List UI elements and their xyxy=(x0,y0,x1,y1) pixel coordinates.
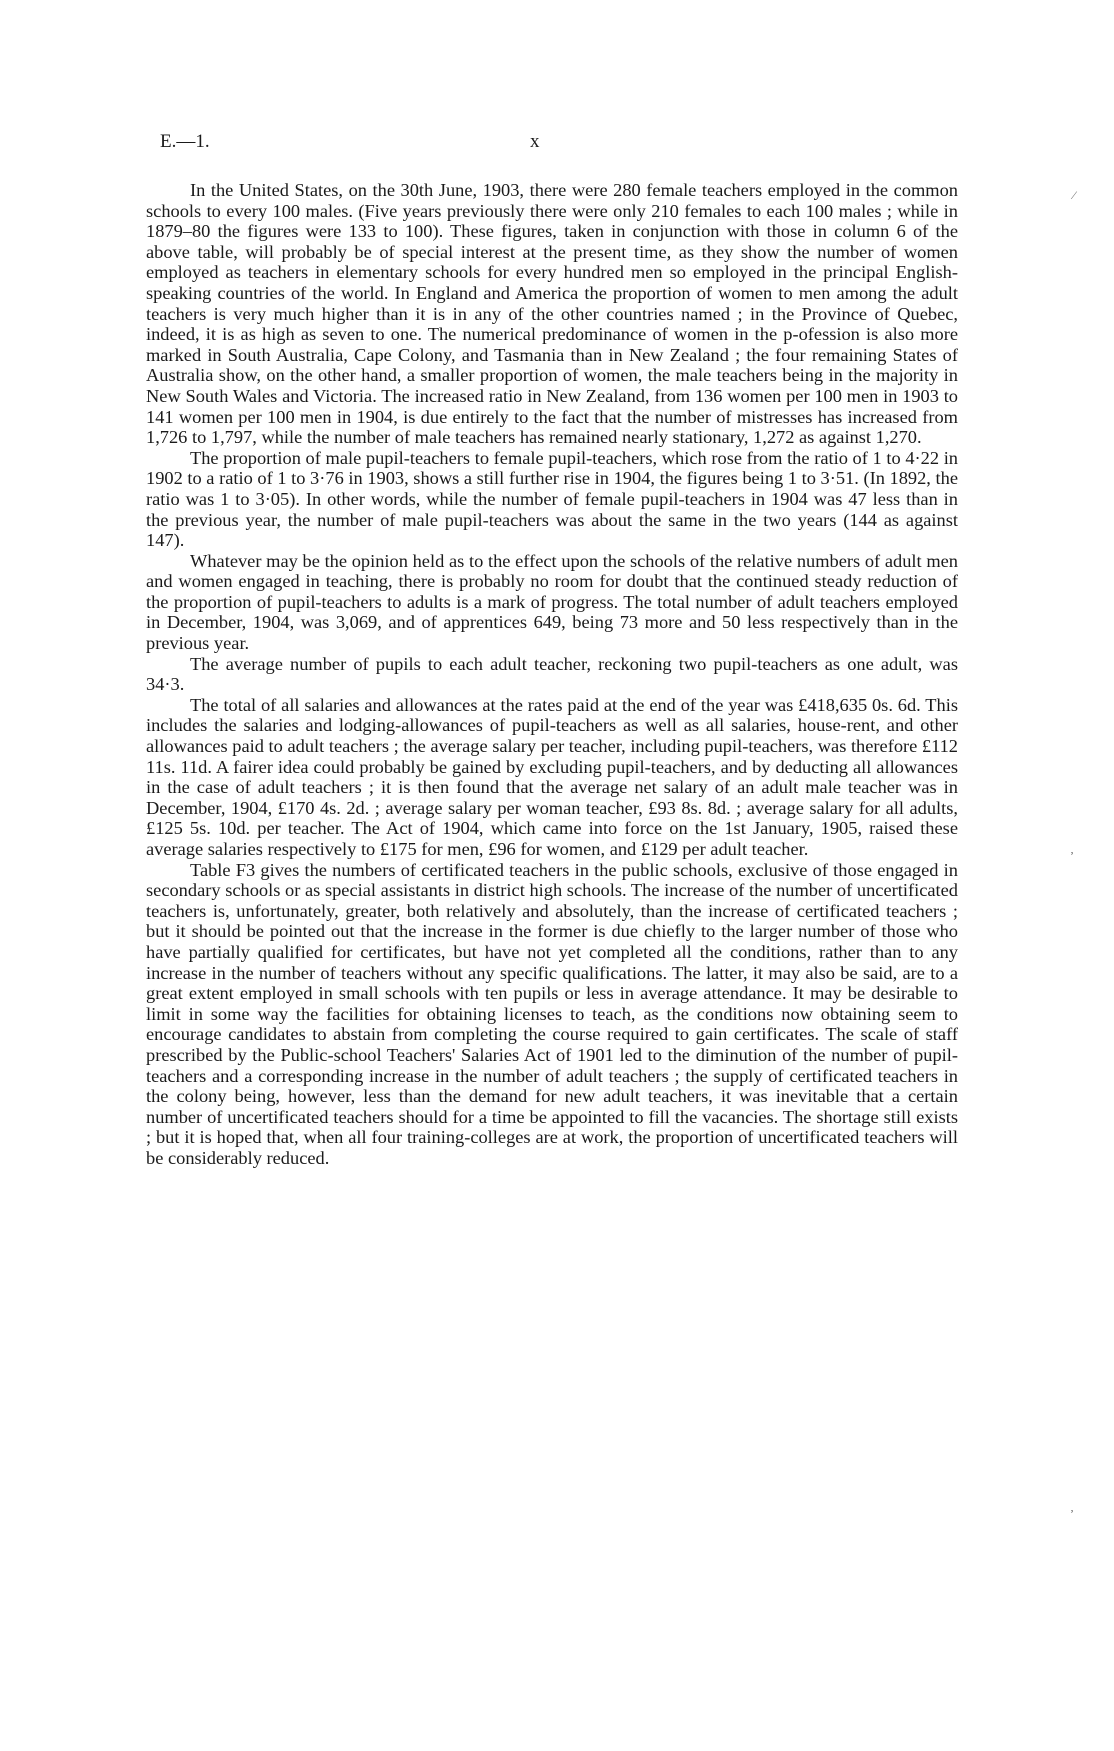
page-header xyxy=(160,131,960,155)
margin-mark: ‚ xyxy=(1070,842,1074,856)
paragraph-pupil-teacher-ratio: The proportion of male pupil-teachers to female pupil-teachers, which rose from the ratio of 1 to 4·22 in 1902 to a ratio of 1 to 3·76 in 1903, shows a still further rise in 1904, the figures being 1 to 3·51. (In 1892, the ratio was 1 to 3·05). In other words, while the number of female pupil-teachers in 1904 was 47 less than in the previous year, the number of male pupil-teachers was about the same in the two years (144 as against 147). xyxy=(146,447,958,551)
margin-mark: ‚ xyxy=(1070,1500,1074,1514)
paragraph-united-states: In the United States, on the 30th June, 1903, there were 280 female teachers employed in the common schools to every 100 males. (Five years previously there were only 210 females to each 100 males ; while in 1879–80 the figures were 133 to 100). These figures, taken in conjunction with those in column 6 of the above table, will probably be of special interest at the present time, as they show the number of women employed as teachers in elementary schools for every hundred men so employed in the principal English-speaking countries of the world. In England and America the proportion of women to men among the adult teachers is very much higher than it is in any of the other countries named ; in the Province of Quebec, indeed, it is as high as seven to one. The numerical predominance of women in the p-ofession is also more marked in South Australia, Cape Colony, and Tasmania than in New Zealand ; the four remaining States of Australia show, on the other hand, a smaller proportion of women, the male teachers being in the majority in New South Wales and Victoria. The increased ratio in New Zealand, from 136 women per 100 men in 1903 to 141 women per 100 men in 1904, is due entirely to the fact that the number of mistresses has increased from 1,726 to 1,797, while the number of male teachers has remained nearly stationary, 1,272 as against 1,270. xyxy=(146,180,958,448)
paragraph-certificated-teachers: Table F3 gives the numbers of certificated teachers in the public schools, exclusive of those engaged in secondary schools or as special assistants in district high schools. The increase of the number of uncertificated teachers is, unfortunately, greater, both relatively and absolutely, than the increase of certificated teachers ; but it should be pointed out that the increase in the former is due chiefly to the larger number of those who have partially qualified for certificates, but have not yet completed all the conditions, rather than to any increase in the number of teachers without any specific qualifications. The latter, it may also be said, are to a great extent employed in small schools with ten pupils or less in average attendance. It may be desirable to limit in some way the facilities for obtaining licenses to teach, as the conditions now obtaining seem to encourage candidates to abstain from completing the course required to gain certificates. The scale of staff prescribed by the Public-school Teachers' Salaries Act of 1901 led to the diminution of the number of pupil-teachers and a corresponding increase in the number of adult teachers ; the supply of certificated teachers in the colony being, however, less than the demand for new adult teachers, it was inevitable that a certain number of uncertificated teachers should for a time be appointed to fill the vacancies. The shortage still exists ; but it is hoped that, when all four training-colleges are at work, the proportion of uncertificated teachers will be considerably reduced. xyxy=(146,859,958,1168)
paragraph-salaries: The total of all salaries and allowances at the rates paid at the end of the year was £418,635 0s. 6d. This includes the salaries and lodging-allowances of pupil-teachers as well as all salaries, house-rent, and other allowances paid to adult teachers ; the average salary per teacher, including pupil-teachers, was therefore £112 11s. 11d. A fairer idea could probably be gained by excluding pupil-teachers, and by deducting all allowances in the case of adult teachers ; it is then found that the average net salary of an adult male teacher was in December, 1904, £170 4s. 2d. ; average salary per woman teacher, £93 8s. 8d. ; average salary for all adults, £125 5s. 10d. per teacher. The Act of 1904, which came into force on the 1st January, 1905, raised these average salaries respectively to £175 for men, £96 for women, and £129 per adult teacher. xyxy=(146,694,959,859)
margin-mark: ⁄ xyxy=(1073,188,1076,202)
document-reference: E.—1. xyxy=(160,131,210,152)
paragraph-pupils-per-teacher: The average number of pupils to each adult teacher, reckoning two pupil-teachers as one adult, was 34·3. xyxy=(146,653,958,695)
page-number: x xyxy=(530,131,540,152)
body-text xyxy=(146,180,958,1169)
paragraph-adult-teachers: Whatever may be the opinion held as to the effect upon the schools of the relative numbers of adult men and women engaged in teaching, there is probably no room for doubt that the continued steady reduction of the proportion of pupil-teachers to adults is a mark of progress. The total number of adult teachers employed in December, 1904, was 3,069, and of apprentices 649, being 73 more and 50 less respectively than in the previous year. xyxy=(146,550,958,654)
